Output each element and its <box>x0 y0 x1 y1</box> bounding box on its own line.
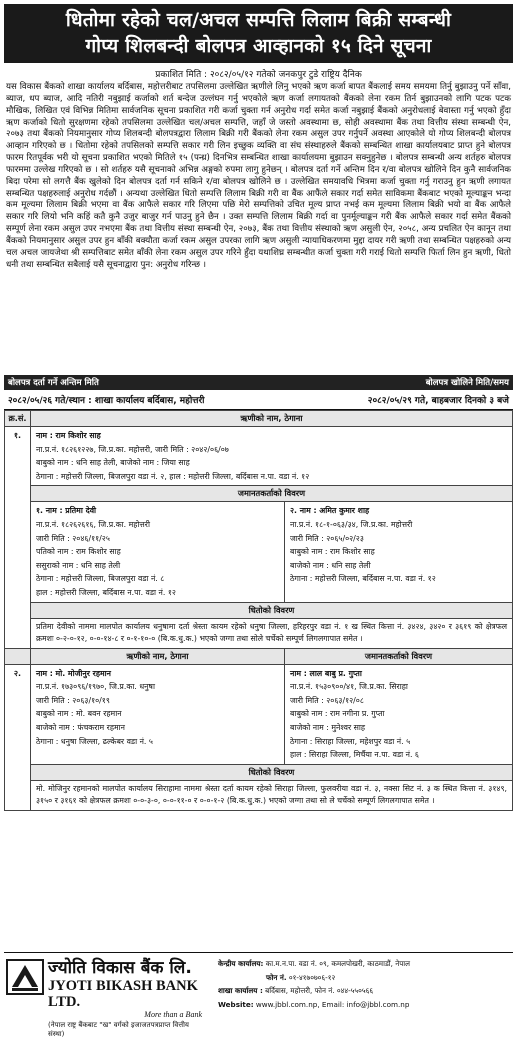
guarantor-detail: हाल : सिराहा जिल्ला, मिर्चैया न.पा. वडा नं. ६ <box>290 750 419 760</box>
table-row <box>5 618 513 648</box>
guarantor-name: २. नाम : अमित कुमार शाह <box>290 506 370 516</box>
collateral-header: धितोको विवरण <box>31 764 513 780</box>
entry-sn: २. <box>5 664 31 810</box>
deadline-value: २०८२/०५/२६ गते/स्थान : शाखा कार्यालय बर्दिबास, महोत्तरी <box>8 396 205 406</box>
borrower-table <box>4 410 513 811</box>
bank-tagline: More than a Bank <box>144 1010 202 1019</box>
col-sn-header <box>5 648 31 664</box>
guarantor-detail: बाजेको नाम : धनि साह तेली <box>290 560 371 570</box>
guarantor-name: नाम : लाल बाबु प्र. गुप्ता <box>290 668 362 678</box>
borrower-detail: ठेगाना : महोत्तरी जिल्ला, बिजलपुरा वडा नं. २, हाल : महोत्तरी जिल्ला, बर्दिबास न.पा. वडा नं. १२ <box>36 471 310 481</box>
guarantor-detail: ना.प्र.नं. १८-१-०६३/३४, जि.प्र.का. महोत्तरी <box>290 519 413 529</box>
table-row <box>5 502 513 602</box>
guarantor-cell <box>285 502 513 602</box>
notice-title <box>4 4 513 63</box>
opening-value: २०८२/०५/२९ गते, बाहबजार दिनको ३ बजे <box>367 396 509 406</box>
title-line-2: गोप्य शिलबन्दी बोलपत्र आव्हानको १५ दिने सूचना <box>85 35 432 57</box>
guarantor-detail: ना.प्र.नं. १५३०९००/४१, जि.प्र.का. सिराहा <box>290 682 408 692</box>
guarantor-detail: जारी मिति : २०४६/११/२५ <box>36 533 110 543</box>
guarantor-detail: जारी मिति : २०६३/१२/०८ <box>290 695 364 705</box>
phone-label: फोन नं. <box>266 972 287 982</box>
branch-label: शाखा कार्यालय : <box>218 986 263 995</box>
deadline-values <box>4 390 513 410</box>
guarantor-detail: ठेगाना : सिराहा जिल्ला, महेशपुर वडा नं. ५ <box>290 736 411 746</box>
entry-sn: १. <box>5 427 31 649</box>
guarantor-detail: पतिको नाम : राम किशोर साह <box>36 547 121 557</box>
borrower-detail: बाजेको नाम : फंचकराम रहमान <box>36 722 125 732</box>
guarantor-detail: ससुराको नाम : धनि साह तेली <box>36 560 121 570</box>
bank-license: (नेपाल राष्ट्र बैंकबाट "ख" वर्गको इजाजतपत्रप्राप्त वित्तीय संस्था) <box>48 1021 189 1038</box>
bank-logo-icon <box>6 959 44 995</box>
website-label: Website: <box>218 999 254 1009</box>
collateral-description: मो. मोजिनुर रहमानको मालपोत कार्यालय सिराहामा नाममा श्रेस्ता दर्ता कायम रहेको सिराहा जिल्ला, फुलवरीया वडा नं. ३, नक्सा सिट नं. ३ क स्थित कित्ता नं. ३१४९, ३१५० र ३१६१ को क्षेत्रफल क्रमशः ०-०-३-०, ०-०-११-० र ०-०-१-२ (बि.क.धु.क.) भएको जग्गा तथा सो ले चर्चेको सम्पूर्ण लिगलगापात समेत । <box>31 780 513 810</box>
guarantor-detail: जारी मिति : २०६५/०२/२३ <box>290 533 364 543</box>
published-date: प्रकाशित मिति : २०८२/०५/१२ गतेको जनकपुर टुडे राष्ट्रिय दैनिक <box>155 70 362 80</box>
guarantor-header: जमानतकर्ताको विवरण <box>31 486 513 502</box>
deadline-labels <box>4 375 513 390</box>
guarantor-cell <box>31 502 285 602</box>
bank-contact <box>204 953 513 1022</box>
guarantor-detail: ना.प्र.नं. १८२६२६१६, जि.प्र.का. महोत्तरी <box>36 519 150 529</box>
guarantor-detail: ठेगाना : महोत्तरी जिल्ला, बिजलपुरा वडा नं. ८ <box>36 574 165 584</box>
borrower-detail: ना.प्र.नं. १८२६१२२७, जि.प्र.का. महोत्तरी, जारी मिति : २०४२/०६/०७ <box>36 444 229 454</box>
guarantor-name: १. नाम : प्रतिमा देवी <box>36 506 97 516</box>
deadline-label: बोलपत्र दर्ता गर्ने अन्तिम मिति <box>8 378 99 388</box>
table-row <box>5 780 513 810</box>
col-sn-header: क्र.सं. <box>5 411 31 427</box>
notice-body: यस विकास बैंकको शाखा कार्यालय बर्दिबास, महोत्तरीबाट तपसिलमा उल्लेखित ऋणीले लिनु भएको ऋण कर्जा बापत बैंकलाई समय समयमा तिर्नु बुझाउनु पर्ने साँवा, ब्याज, धप ब्याज, आदि नतिरी नबुझाई कर्जाको शर्त बन्देज उल्लंघन गर्नु भएकोले ऋण कर्जा लगायतको बैंकको लेना रकम तिर्न बुझाउनको लागि पटक पटक मौखिक, लिखित एवं विभिन्न मितिमा सार्वजनिक सूचना प्रकाशित गरी कर्जा चुक्ता गर्न अनुरोध गर्दा समेत कर्जा नबुझाई बैंकको अनुरोधलाई बेवास्ता गर्नु भएको हुँदा ऋण कर्जाको धितो सुरक्षणमा रहेको तपसिलमा उल्लेखित चल/अचल सम्पत्ति, जहाँ जे जस्तो अवस्थामा छ, सोही अवस्थामा बैंक तथा वित्तीय संस्था सम्बन्धी ऐन, २०७३ तथा बैंकको नियमानुसार गोप्य शिलबन्दी बोलपत्रद्वारा लिलाम बिक्री गरी बैंकको लेना रकम असुल उपर गर्नुपर्ने अवस्था आएकोले यो गोप्य शिलबन्दी बोलपत्र आव्हान गरिएको छ । धितोमा रहेको तपसिलको सम्पत्ति सकार गरी लिन इच्छुक व्यक्ति वा संघ संस्थाहरुले बैंकको सम्बन्धित शाखा कार्यालयबाट प्राप्त हुने बोलपत्र फारम रितपूर्वक भरी यो सूचना प्रकाशित भएको मितिले १५ (पन्ध्र) दिनभित्र सम्बन्धित शाखा कार्यालयमा बुझाउन सक्नुहुनेछ । बोलपत्र सम्बन्धी अन्य शर्तहरु बोलपत्र फारममा उल्लेख गरिएको छ । सो शर्तहरु यसै सूचनाको अभिन्न अङ्गको रुपमा लागु हुनेछन् । बोलपत्र दर्ता गर्ने अन्तिम दिन र/वा बोलपत्र खोलिने दिन कुनै सार्वजनिक बिदा परेमा सो लगत्तै बैंक खुलेको दिन बोलपत्र दर्ता गर्न सकिने र/वा बोलपत्र खोलिने छ । उल्लेखित समयावधि भित्रमा कर्जा चुक्ता गर्नु गराउनु हुन ऋणी लगायत सम्बन्धित पक्षहरुलाई अनुरोध गर्दछौं । अन्यथा उल्लेखित धितो सम्पत्ति लिलाम बिक्री गरी वा बैंक आफैंले सकार गर्दा समेत साविकमा बैंकबाट भएको मूल्याङ्कन भन्दा कम मूल्यमा लिलाम बिक्री भएमा वा बैंक आफैले सकार गरि लिएमा पछि मेरो सम्पत्तिको उचित मूल्य प्राप्त नभई कम मूल्यमा लिलाम बिक्री भयो वा बैंक आफैले सकार गरि लियो भनि कहिं कतै कुनै उजुर बाजुर गर्न पाउनु हुने छैन । उक्त सम्पत्ति लिलाम बिक्री गर्दा वा पुनर्मूल्याङ्कन गरी बैंक आफैले सकार गर्दा समेत बैंकको सम्पूर्ण लेना रकम असुल उपर नभएमा बैंक तथा वित्तीय संस्था सम्बन्धी ऐन, २०७३, बैंक तथा वित्तीय संस्थाको ऋण असुली ऐन, २०५८, अन्य प्रचलित ऐन कानून तथा बैंकको नियमानुसार असुल उपर हुन बाँकी बक्यौता कर्जा रकम असुल उपरका लागि ऋण असुली न्यायाधिकरणमा मुद्दा दायर गरी ऋणी तथा सम्बन्धित पक्षहरुको अन्य चल अचल जायजेथा श्री सम्पत्तिबाट समेत बाँकी लेना रकम असुल उपर गरिने हुँदा यथाशिघ्र सम्बन्धीत कर्जा चुक्ता गरी गराई धितो सम्पत्ति फिर्ता लिन हुन ऋणी, धितो धनी तथा सम्बन्धित सबैलाई यसै सूचनाद्वारा पुन: अनुरोध गरिन्छ । <box>6 82 511 270</box>
branch-value: बर्दिबास, महोत्तरी, फोन नं. ०४४-५५०५६६ <box>265 986 374 995</box>
bank-footer <box>4 952 513 1038</box>
guarantor-cell <box>285 664 513 764</box>
guarantor-detail: बाबुको नाम : राम किशोर साह <box>290 547 375 557</box>
guarantor-detail: बाबुको नाम : राम नगीना प्र. गुप्ता <box>290 709 385 719</box>
collateral-description: प्रतिमा देवीको नाममा मालपोत कार्यालय धनुषामा दर्ता श्रेस्ता कायम रहेको धनुषा जिल्ला, हरिहरपुर वडा नं. १ ख स्थित कित्ता नं. ३४२४, ३४२० र ३६१९ को क्षेत्रफल क्रमशः ०-२-०-१२, ०-०-१४-८ र ०-१-१०-० (बि.क.धु.क.) भएको जग्गा तथा सोले चर्चेको सम्पूर्ण लिगलगापात समेत । <box>31 618 513 648</box>
borrower-cell <box>31 427 513 486</box>
title-line-1: धितोमा रहेको चल/अचल सम्पत्ति लिलाम बिक्री सम्बन्धी <box>65 9 452 31</box>
col-borrower-header: ऋणीको नाम, ठेगाना <box>31 648 285 664</box>
borrower-cell <box>31 664 285 764</box>
borrower-detail: ना.प्र.नं. १७३०९६/१९७०, जि.प्र.का. धनुषा <box>36 682 155 692</box>
hq-value: का.म.न.पा. वडा नं. ०९, कमलपोखरी, काठमाडौं, नेपाल <box>265 959 411 968</box>
col-borrower-header: ऋणीको नाम, ठेगाना <box>31 411 513 427</box>
bank-logo <box>4 953 204 1038</box>
website-value[interactable]: www.jbbl.com.np, Email: info@jbbl.com.np <box>255 999 410 1009</box>
hq-label: केन्द्रीय कार्यालय: <box>218 959 264 968</box>
opening-label: बोलपत्र खोलिने मिति/समय <box>425 378 509 388</box>
guarantor-detail: ठेगाना : महोत्तरी जिल्ला, बर्दिबास न.पा. वडा नं. १२ <box>290 574 436 584</box>
guarantor-detail: बाजेको नाम : मुनेश्वर साह <box>290 722 366 732</box>
guarantor-detail: हाल : महोत्तरी जिल्ला, बर्दिबास न.पा. वडा नं. १२ <box>36 587 176 597</box>
bank-name-nepali: ज्योति विकास बैंक लि. <box>48 958 192 978</box>
phone-value: ०१-४१७०७०६-१२ <box>288 972 336 982</box>
collateral-header: धितोको विवरण <box>31 602 513 618</box>
borrower-detail: बाबुको नाम : धनि साह तेली, बाजेको नाम : जिया साह <box>36 458 190 468</box>
guarantor-header: जमानतकर्ताको विवरण <box>285 648 513 664</box>
borrower-name: नाम : मो. मोजीनुर रहमान <box>36 668 111 678</box>
table-row <box>5 664 513 764</box>
bank-name-english: JYOTI BIKASH BANK LTD. <box>48 978 198 1010</box>
table-row <box>5 427 513 486</box>
borrower-detail: ठेगाना : धनुषा जिल्ला, ढल्केबर वडा नं. ५ <box>36 736 153 746</box>
borrower-name: नाम : राम किशोर साह <box>36 431 101 440</box>
borrower-detail: बाबुको नाम : मो. बवन रहमान <box>36 709 122 719</box>
borrower-detail: जारी मिति : २०६३/१०/१९ <box>36 695 110 705</box>
